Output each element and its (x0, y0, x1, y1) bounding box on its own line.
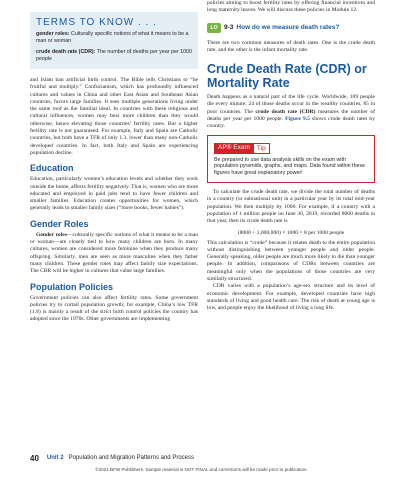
calculation-paragraph: To calculate the crude death rate, we divide the total number of deaths in a country (or subnational unit) in a particular year by its total mid-year population. We then multiply by 1000. For example, if a country with a population of 1 million people on June 30, 2019, recorded 8000 deaths in that year, then its crude death rate is (207, 189, 375, 225)
page-number: 40 (30, 453, 39, 463)
term-entry-cdr (36, 49, 192, 63)
unit-label: Unit 2 (46, 455, 64, 461)
policies-continued-paragraph: policies aiming to boost fertility rates by offering financial incentives and long maternity leaves. We will discuss these policies in Module 12. (207, 0, 375, 14)
cdr-variation-paragraph: CDR varies with a population’s age-sex structure and its level of economic development. For example, developed countries have high standards of living and good health care. The risk of death at young age is low, and people enjoy the likelihood of living a long life. (207, 283, 375, 312)
learning-objective (207, 23, 375, 33)
terms-to-know-box (30, 12, 198, 69)
measures-paragraph: There are two common measures of death rates. One is the crude death rate, and the other is the infant mortality rate. (207, 39, 375, 53)
text-run: shows crude death rates by country. (207, 116, 375, 130)
gender-paragraph (30, 232, 198, 276)
text-run: measures the number of deaths per year per 1000 people. (207, 108, 375, 123)
tip-word: Tip (254, 143, 270, 154)
tip-text: Be prepared to use data analysis skills on the exam with population pyramids, graphs, and maps. Data found within these figures have great explanatory power! (214, 156, 366, 177)
left-column (30, 0, 198, 324)
policies-paragraph: Government policies can also affect fertility rates. Some government policies try to curtail population growth; for example, China’s low TFR (1.8) is mainly a result of the strict birth control policies the country has adopted since the 1970s. Other governments are implementing (30, 294, 198, 323)
lo-badge: LO (207, 23, 221, 33)
intro-paragraph: and Islam ban artificial birth control. The Bible tells Christians to “be fruitful and multiply.” Confucianism, which has profoundly influenced cultures and values in China and other East Asian and Southeast Asian countries, favors large families. It sees multiple generations living under the same roof as the familial ideal. In countries with these religious and cultural influences, women may bear more children than they would otherwise, hence elevating those countries’ fertility rates. But a higher fertility rate is not guaranteed. For example, Italy and Spain are Catholic countries, but both have a TFR of only 1.3, lower than many non-Catholic developed countries. In fact, both Italy and Spain are experiencing population decline. (30, 77, 198, 156)
tip-header (214, 143, 272, 154)
right-column (207, 0, 375, 313)
gender-term: Gender roles (36, 231, 67, 238)
unit-title: Population and Migration Patterns and Process (68, 455, 194, 461)
terms-title: TERMS TO KNOW . . . (36, 17, 157, 28)
heading-gender-roles: Gender Roles (30, 218, 89, 229)
ap-exam-tip-box (207, 135, 375, 183)
education-paragraph: Education, particularly women’s education levels and whether they work outside the home, affects fertility negatively. That is, women who are more educated and employed in paid jobs tend to have fewer children and smaller families. Education creates opportunities for women, which generally leads to smaller family sizes (“more books, fewer babies”). (30, 176, 198, 212)
term-definition: Culturally specific notions of what it means to be a man or woman (36, 31, 189, 44)
lo-number: 9-3 (224, 24, 234, 32)
page-footer (30, 452, 375, 464)
heading-crude-death-rate: Crude Death Rate (CDR) or Mortality Rate (207, 62, 367, 91)
crude-explanation-paragraph: This calculation is “crude” because it relates death to the entire population without distinguishing between younger people and older people. Generally speaking, older people are much more likely to die than younger people. In addition, comparisons of CDRs between countries are meaningful only when the populations of those countries are very similarly structured. (207, 239, 375, 283)
heading-education: Education (30, 163, 74, 174)
tip-label: AP® Exam (214, 143, 254, 154)
lo-question: How do we measure death rates? (236, 24, 340, 32)
term-entry-gender-roles (36, 31, 192, 45)
cdr-definition-paragraph (207, 94, 375, 130)
cdr-term: crude death rate (CDR) (255, 108, 316, 115)
text-run: Death happens as a natural part of the life cycle. Worldwide, 109 people die every minute; 24 of those deaths occur in the wealthy countries, 85 in poor countries. The (207, 94, 375, 115)
heading-population-policies: Population Policies (30, 281, 114, 292)
copyright-notice: ©2021 BFW Publishers. Sample material is NOT FINAL and corrections will be made prior to publication. (95, 467, 308, 472)
term-definition: The number of deaths per year per 1000 people (36, 49, 192, 62)
cdr-formula: (8000 ÷ 1,000,000) × 1000 = 8 per 1000 people (237, 229, 345, 236)
term-name: crude death rate (CDR): (36, 49, 96, 55)
term-name: gender roles: (36, 31, 70, 37)
gender-text: —culturally specific notions of what it means to be a man or woman—are closely tied to how many children are born. In many cultures, women are considered more feminine when they produce many offspring. Similarly, men are seen as more masculine when they father many children. These gender roles may affect family size expectations. The CBR will be higher in cultures that value large families. (30, 231, 198, 275)
figure-reference-link[interactable]: Figure 9.5 (285, 116, 310, 123)
